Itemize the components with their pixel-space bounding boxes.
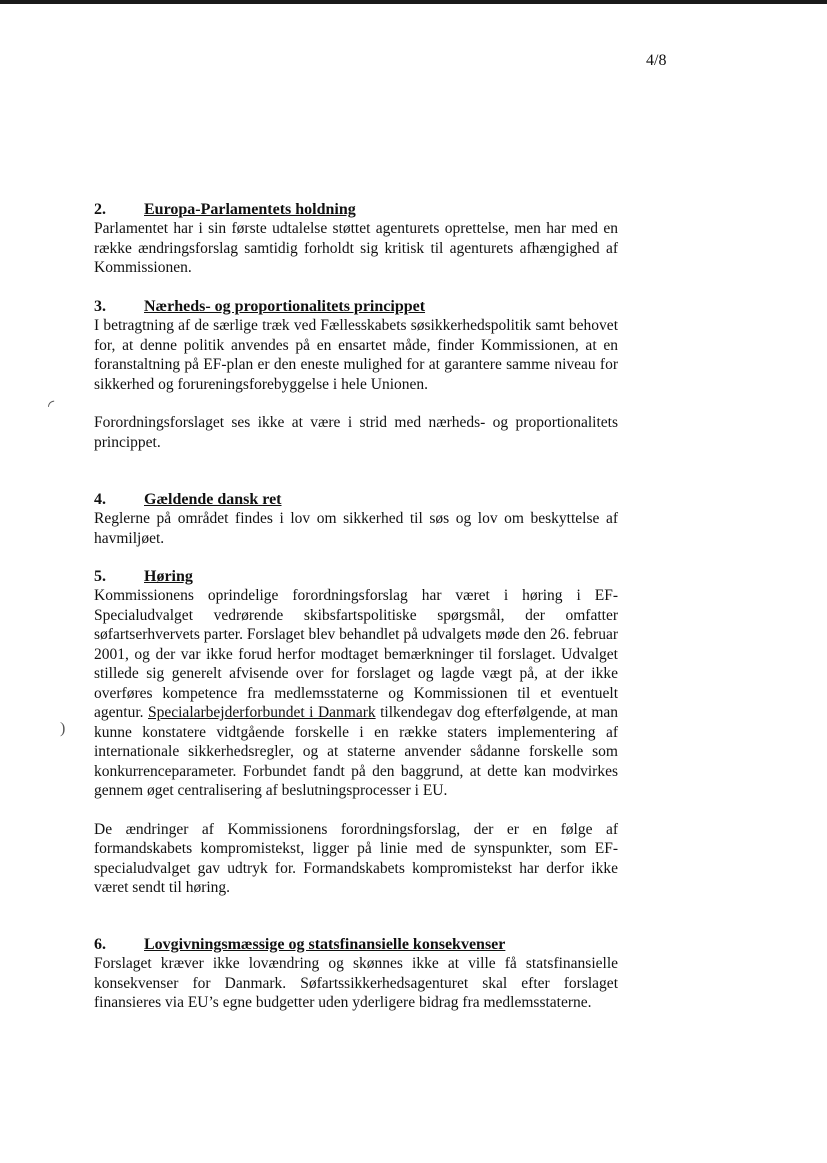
page-number: 4/8: [646, 52, 667, 69]
paragraph: Reglerne på området findes i lov om sikkerhed til søs og lov om beskyttelse af havmiljøet.: [94, 510, 618, 547]
scan-hole-mark: ): [60, 720, 66, 737]
paragraph: Parlamentet har i sin første udtalelse støttet agenturets oprettelse, men har med en række ændringsforslag samtidig forholdt sig kritisk til agenturets afhængighed af Kommissionen.: [94, 220, 618, 276]
paragraph-text: tilkendegav dog efterfølgende, at man kunne konstatere vidtgående forskelle i en række staters implementering af internationale sikkerhedsregler, og at staterne anvender sådanne forskelle som konkurrenceparameter. Forbundet fandt på den baggrund, at dette kan modvirkes gennem øget centralisering af beslutningsprocesser i EU.: [94, 704, 619, 799]
section-title: Nærheds- og proportionalitets princippet: [144, 298, 426, 315]
section-number: 5.: [94, 568, 106, 585]
section-title: Europa-Parlamentets holdning: [144, 201, 356, 218]
paragraph: I betragtning af de særlige træk ved Fællesskabets søsikkerhedspolitik samt behovet for, at denne politik anvendes på en ensartet måde, finder Kommissionen, at en foranstaltning på EF-plan er den eneste mulighed for at garantere samme niveau for sikkerhed og forureningsforebyggelse i hele Unionen.: [94, 317, 618, 393]
section-heading: [94, 935, 618, 954]
section-number: 3.: [94, 298, 106, 315]
section-heading: [94, 200, 618, 219]
section-number: 6.: [94, 936, 106, 953]
section-6: [94, 935, 618, 1013]
scan-hole-mark: ◜: [48, 398, 55, 415]
section-heading: [94, 490, 618, 509]
section-title: Lovgivningsmæssige og statsfinansielle konsekvenser: [144, 936, 506, 953]
section-number: 4.: [94, 491, 106, 508]
section-number: 2.: [94, 201, 106, 218]
scan-edge: [0, 0, 827, 4]
section-4: [94, 490, 618, 548]
paragraph: De ændringer af Kommissionens forordningsforslag, der er en følge af formandskabets kompromistekst, ligger på linie med de synspunkter, som EF-specialudvalget gav udtryk for. Formandskabets kompromistekst har derfor ikke været sendt til høring.: [94, 820, 618, 896]
section-5: [94, 567, 618, 898]
paragraph: [94, 586, 618, 801]
organization-link: Specialarbejderforbundet i Danmark: [148, 704, 376, 721]
section-3: [94, 297, 618, 452]
section-heading: [94, 297, 618, 316]
section-title: Høring: [144, 568, 193, 585]
paragraph-text: Kommissionens oprindelige forordningsforslag har været i høring i EF-Specialudvalget vedrørende skibsfartspolitiske spørgsmål, der omfatter søfartserhvervets parter. Forslaget blev behandlet på udvalgets møde den 26. februar 2001, og der var ikke forud herfor modtaget bemærkninger til forslaget. Udvalget stillede sig generelt afvisende over for forslaget og lagde vægt på, at der ikke overføres kompetence fra medlemsstaterne og Kommissionen til et eventuelt agentur.: [94, 587, 618, 721]
section-2: [94, 200, 618, 278]
paragraph: Forslaget kræver ikke lovændring og skønnes ikke at ville få statsfinansielle konsekvenser for Danmark. Søfartssikkerhedsagenturet skal efter forslaget finansieres via EU’s egne budgetter uden yderligere bidrag fra medlemsstaterne.: [94, 955, 618, 1011]
section-title: Gældende dansk ret: [144, 491, 282, 508]
section-heading: [94, 567, 618, 586]
paragraph: Forordningsforslaget ses ikke at være i strid med nærheds- og proportionalitets princippet.: [94, 414, 618, 451]
